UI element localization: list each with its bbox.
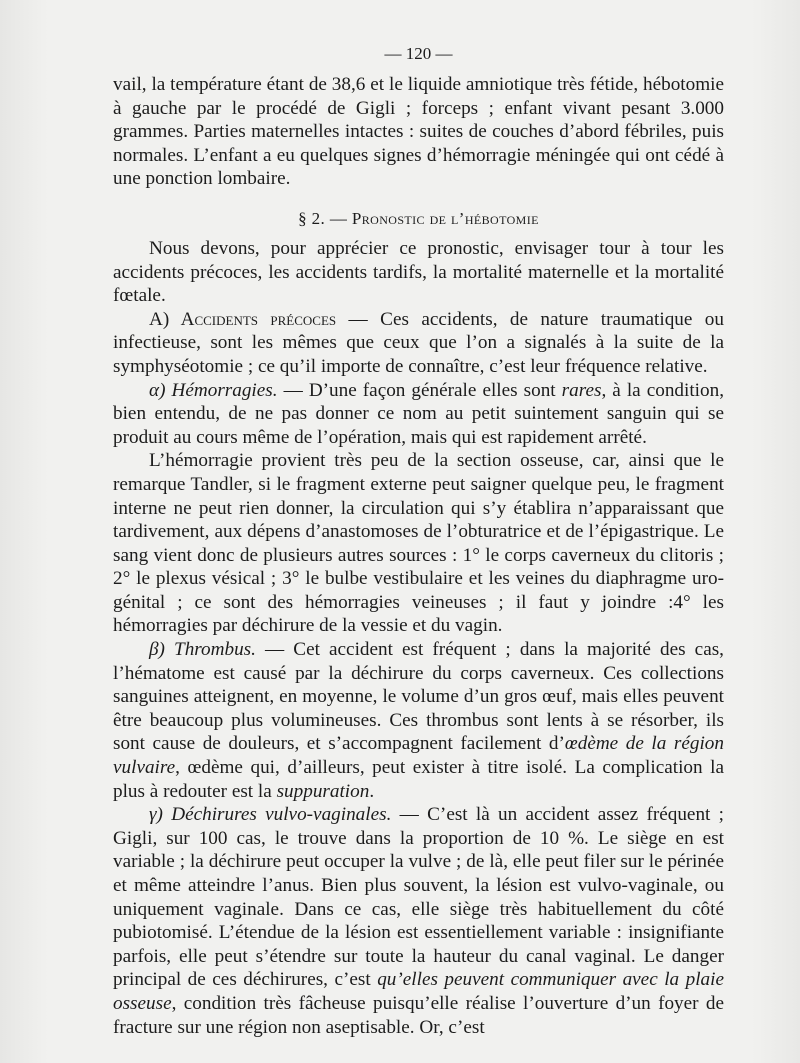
paragraph-hemorragie-sources: L’hémorragie provient très peu de la section osseuse, car, ainsi que le remarque Tandler, si le fragment externe peut saigner quelque peu, le fragment interne ne peut rien donner, la circulation qui s’y établira n’apparaissant que tardivement, aux dépens d’anastomoses de l’obturatrice et de l’épigastrique. Le sang vient donc de plusieurs autres sources : 1° le corps caverneux du clitoris ; 2° le plexus vésical ; 3° le bulbe vestibulaire et les veines du diaphragme uro-génital ; ce sont des hémorragies veineuses ; il faut y joindre :4° les hémorragies par déchirure de la vessie et du vagin.: [113, 450, 724, 637]
text-hemorragies-b: , à la condition, bien entendu, de ne pas donner ce nom au petit suintement sanguin qui se produit au cours même de l’opération, mais qui est rapidement arrêté.: [113, 379, 724, 448]
paragraph-dechirures: [113, 803, 724, 1039]
text-dechirures-a: — C’est là un accident assez fréquent ; Gigli, sur 100 cas, le trouve dans la proportion de 10 %. Le siège en est variable ; la déchirure peut occuper la vulve ; de là, elle peut filer sur le périnée et même atteindre l’anus. Bien plus souvent, la lésion est vulvo-vaginale, ou uniquement vaginale. Dans ce cas, elle siège très habituellement du côté pubiotomisé. L’étendue de la lésion est essentiellement variable : insignifiante parfois, elle peut s’étendre sur toute la hauteur du canal vaginal. Le danger principal de ces déchirures, c’est: [113, 804, 724, 991]
subheading-accidents-precoces: A) Accidents précoces: [149, 308, 337, 330]
text-dechirures-b: , condition très fâcheuse puisqu’elle réalise l’ouverture d’un foyer de fracture sur une région non aseptisable. Or, c’est: [113, 992, 724, 1038]
text-suppuration: suppuration: [276, 780, 370, 802]
paragraph-accidents-precoces: [113, 308, 724, 379]
subheading-hemorragies: α) Hémorragies.: [149, 379, 278, 401]
paragraph-case-end: vail, la température étant de 38,6 et le liquide amniotique très fétide, hébotomie à gauche par le procédé de Gigli ; forceps ; enfant vivant pesant 3.000 grammes. Parties maternelles intactes : suites de couches d’abord fébriles, puis normales. L’enfant a eu quelques signes d’hémorragie méningée qui ont cédé à une ponction lombaire.: [113, 74, 724, 190]
paragraph-thrombus: [113, 638, 724, 803]
subheading-dechirures: γ) Déchirures vulvo-vaginales.: [149, 804, 392, 826]
text-accidents-precoces: — Ces accidents, de nature traumatique ou infectieuse, sont les mêmes que ceux que l’on a signalés à la suite de la symphyséotomie ; ce qu’il importe de connaître, c’est leur fréquence relative.: [113, 308, 724, 377]
text-oedeme: œdème de la région vulvaire: [113, 733, 724, 779]
text-thrombus-end: .: [369, 780, 375, 802]
paragraph-intro: Nous devons, pour apprécier ce pronostic, envisager tour à tour les accidents précoces, les accidents tardifs, la mortalité maternelle et la mortalité fœtale.: [113, 237, 724, 307]
text-thrombus-a: — Cet accident est fréquent ; dans la majorité des cas, l’hématome est causé par la déchirure du corps caverneux. Ces collections sanguines atteignent, en moyenne, le volume d’un gros œuf, mais elles peuvent être beaucoup plus volumineuses. Ces thrombus sont lents à se résorber, ils sont cause de douleurs, et s’accompagnent facilement d’: [113, 639, 724, 755]
section-heading: § 2. — Pronostic de l’hébotomie: [298, 208, 539, 228]
page-number: — 120 —: [384, 44, 453, 63]
subheading-thrombus: β) Thrombus.: [149, 639, 256, 661]
text-communiquer: qu’elles peuvent communiquer avec la plaie osseuse: [113, 969, 724, 1014]
text-hemorragies-a: — D’une façon générale elles sont: [277, 379, 562, 401]
text-rares: rares: [561, 379, 602, 401]
paragraph-hemorragies: [113, 379, 724, 450]
text-thrombus-b: , œdème qui, d’ailleurs, peut exister à titre isolé. La complication la plus à redouter est la: [113, 757, 724, 802]
